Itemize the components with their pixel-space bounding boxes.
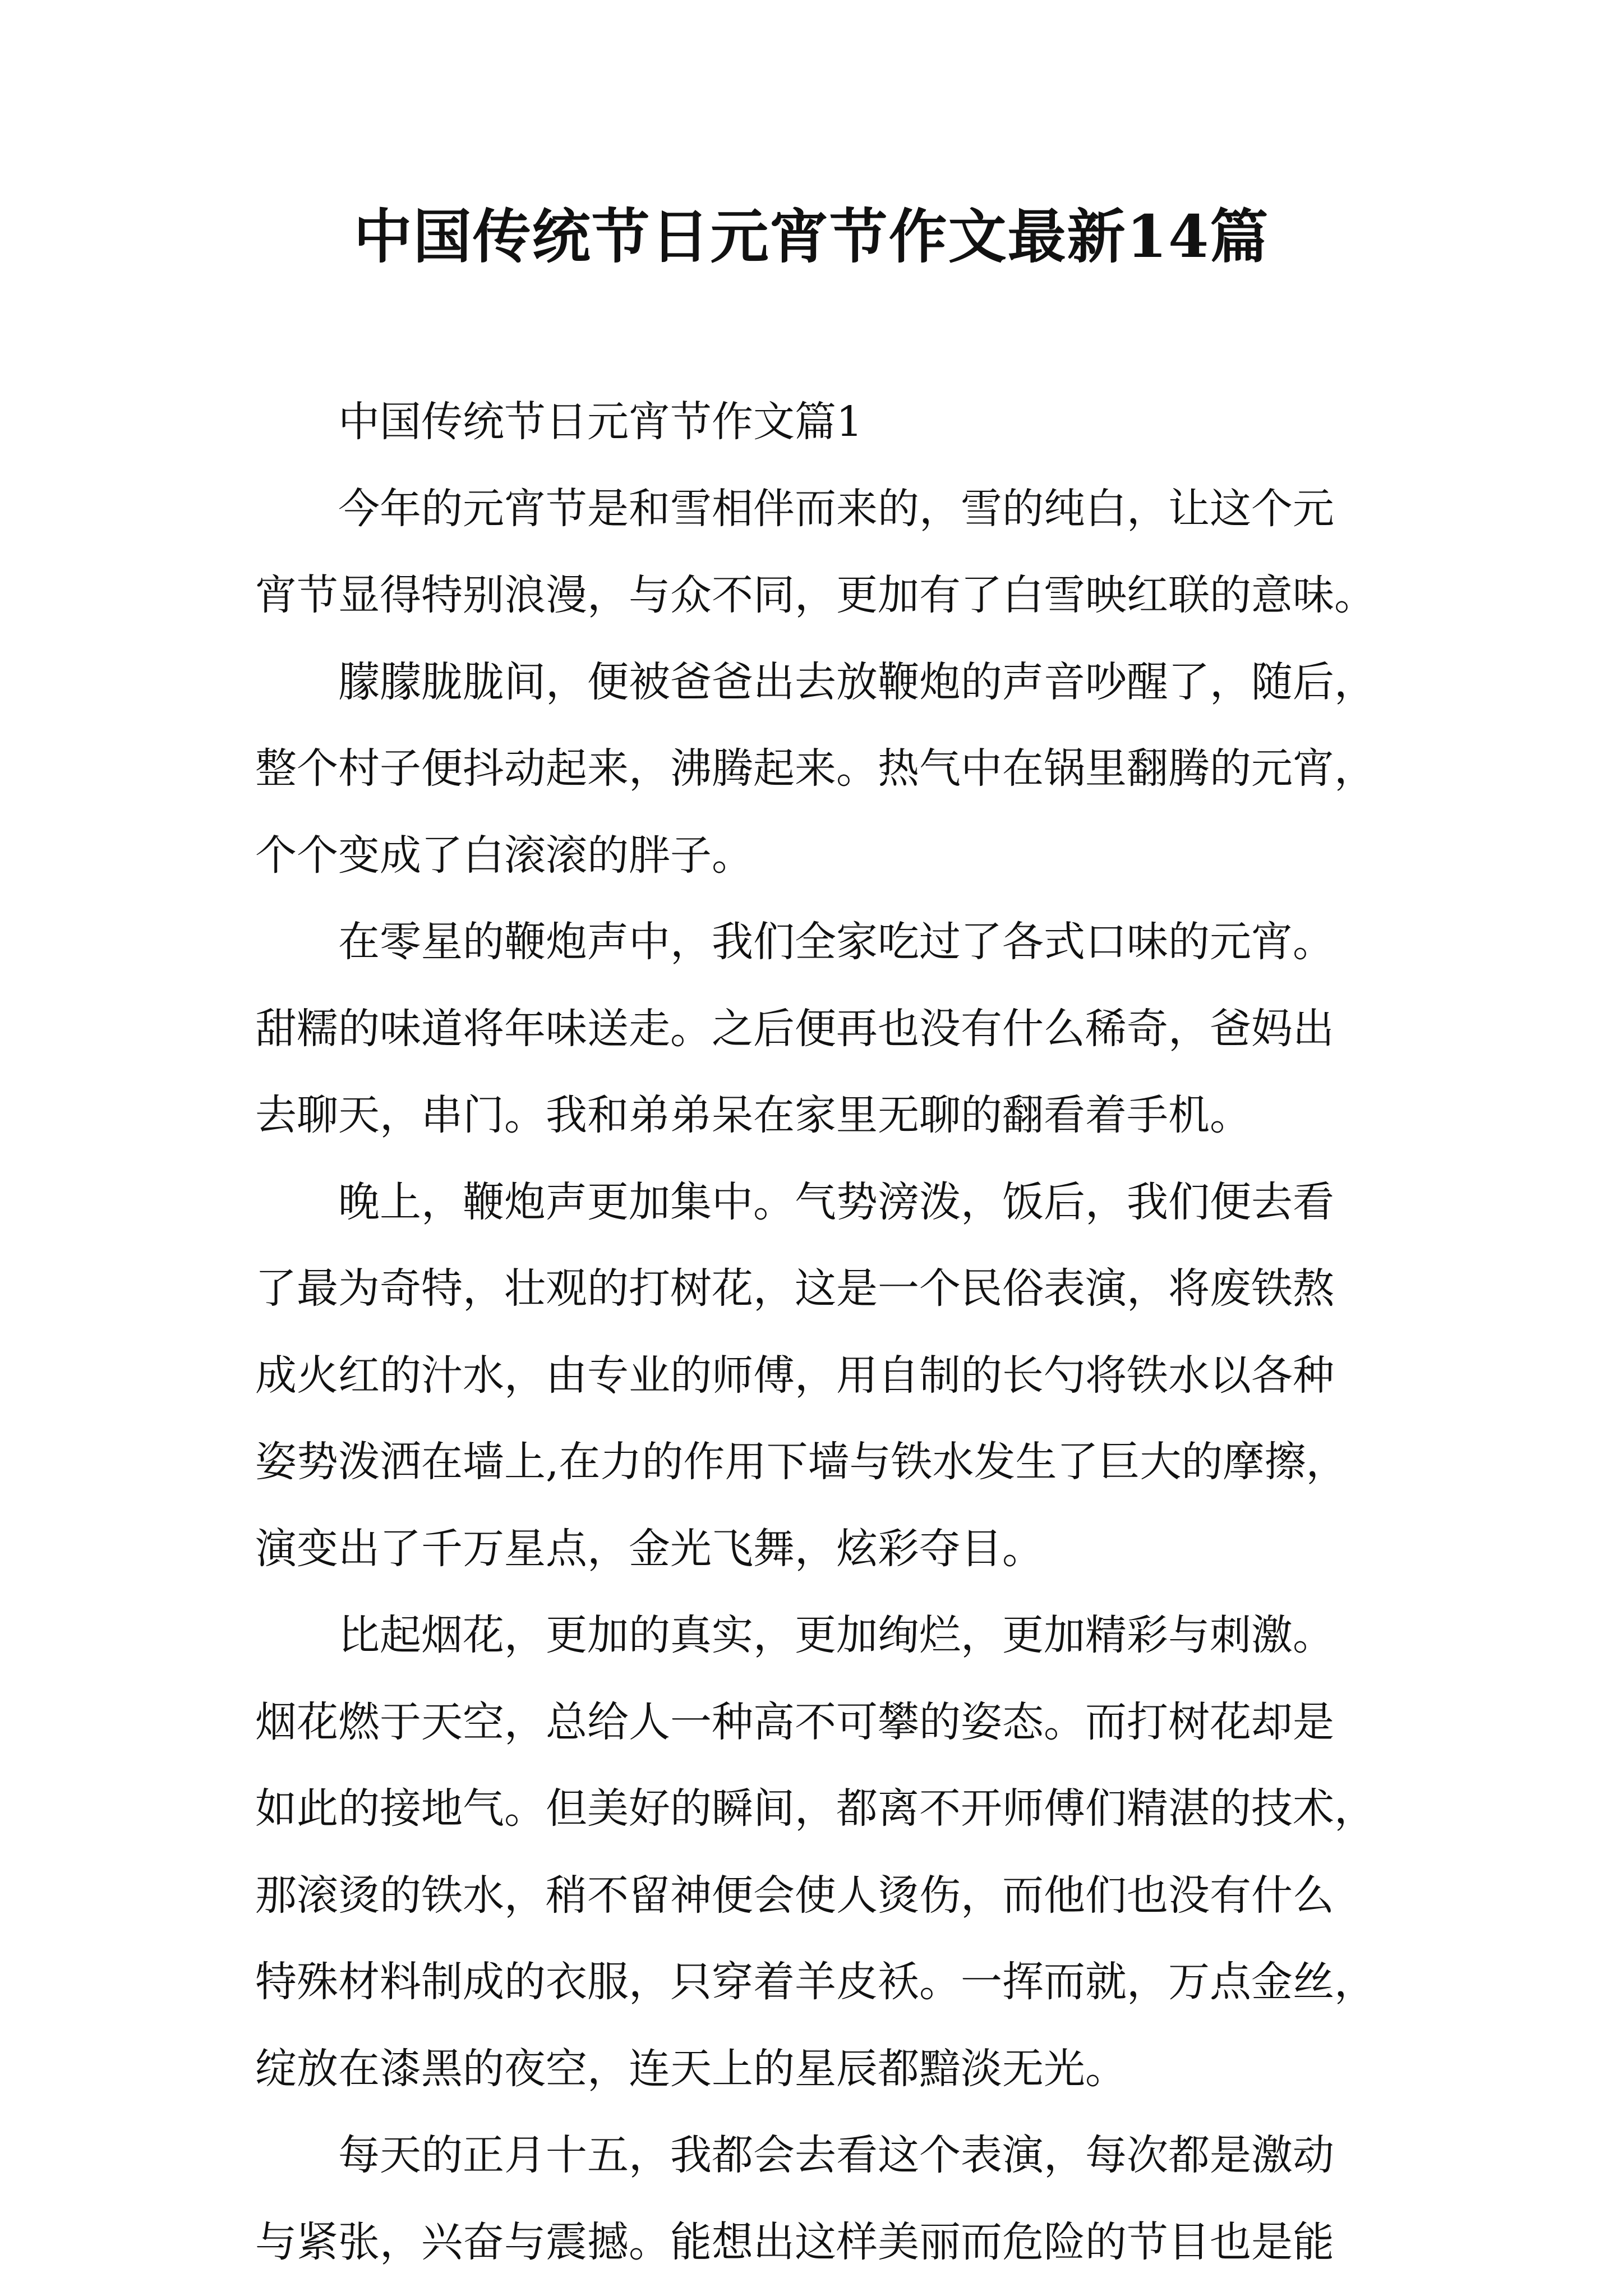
body-text-line: 演变出了千万星点，金光飞舞，炫彩夺目。 bbox=[255, 1524, 1044, 1573]
body-text-line: 成火红的汁水，由专业的师傅，用自制的长勺将铁水以各种 bbox=[255, 1351, 1334, 1400]
body-text-line: 那滚烫的铁水，稍不留神便会使人烫伤，而他们也没有什么 bbox=[255, 1871, 1334, 1920]
body-text-line: 去聊天，串门。我和弟弟呆在家里无聊的翻看着手机。 bbox=[255, 1091, 1251, 1139]
document-body bbox=[255, 379, 1394, 2285]
body-text-line: 每天的正月十五，我都会去看这个表演，每次都是激动 bbox=[338, 2131, 1334, 2179]
document-title: 中国传统节日元宵节作文最新14篇 bbox=[353, 202, 1270, 271]
body-text-line: 个个变成了白滚滚的胖子。 bbox=[255, 831, 753, 880]
body-text-line: 特殊材料制成的衣服，只穿着羊皮袄。一挥而就，万点金丝， bbox=[255, 1958, 1376, 2006]
body-text-line: 朦朦胧胧间，便被爸爸出去放鞭炮的声音吵醒了，随后， bbox=[338, 657, 1376, 706]
body-text-line: 宵节显得特别浪漫，与众不同，更加有了白雪映红联的意味。 bbox=[255, 571, 1376, 619]
body-text-line: 如此的接地气。但美好的瞬间，都离不开师傅们精湛的技术， bbox=[255, 1784, 1376, 1833]
section-heading: 中国传统节日元宵节作文篇1 bbox=[338, 398, 863, 446]
body-text-line: 绽放在漆黑的夜空，连天上的星辰都黯淡无光。 bbox=[255, 2044, 1127, 2093]
body-text-line: 整个村子便抖动起来，沸腾起来。热气中在锅里翻腾的元宵， bbox=[255, 744, 1376, 793]
body-text-line: 今年的元宵节是和雪相伴而来的，雪的纯白，让这个元 bbox=[338, 484, 1334, 533]
body-text-line: 与紧张，兴奋与震撼。能想出这样美丽而危险的节目也是能 bbox=[255, 2217, 1334, 2266]
body-text-line: 了最为奇特，壮观的打树花，这是一个民俗表演，将废铁熬 bbox=[255, 1264, 1334, 1313]
body-text-line: 姿势泼洒在墙上,在力的作用下墙与铁水发生了巨大的摩擦， bbox=[255, 1438, 1348, 1486]
body-text-line: 甜糯的味道将年味送走。之后便再也没有什么稀奇，爸妈出 bbox=[255, 1004, 1334, 1053]
body-text-line: 比起烟花，更加的真实，更加绚烂，更加精彩与刺激。 bbox=[338, 1611, 1334, 1659]
body-text-line: 晚上，鞭炮声更加集中。气势滂泼，饭后，我们便去看 bbox=[338, 1177, 1334, 1226]
body-text-line: 烟花燃于天空，总给人一种高不可攀的姿态。而打树花却是 bbox=[255, 1697, 1334, 1746]
body-text-line: 在零星的鞭炮声中，我们全家吃过了各式口味的元宵。 bbox=[338, 918, 1334, 966]
